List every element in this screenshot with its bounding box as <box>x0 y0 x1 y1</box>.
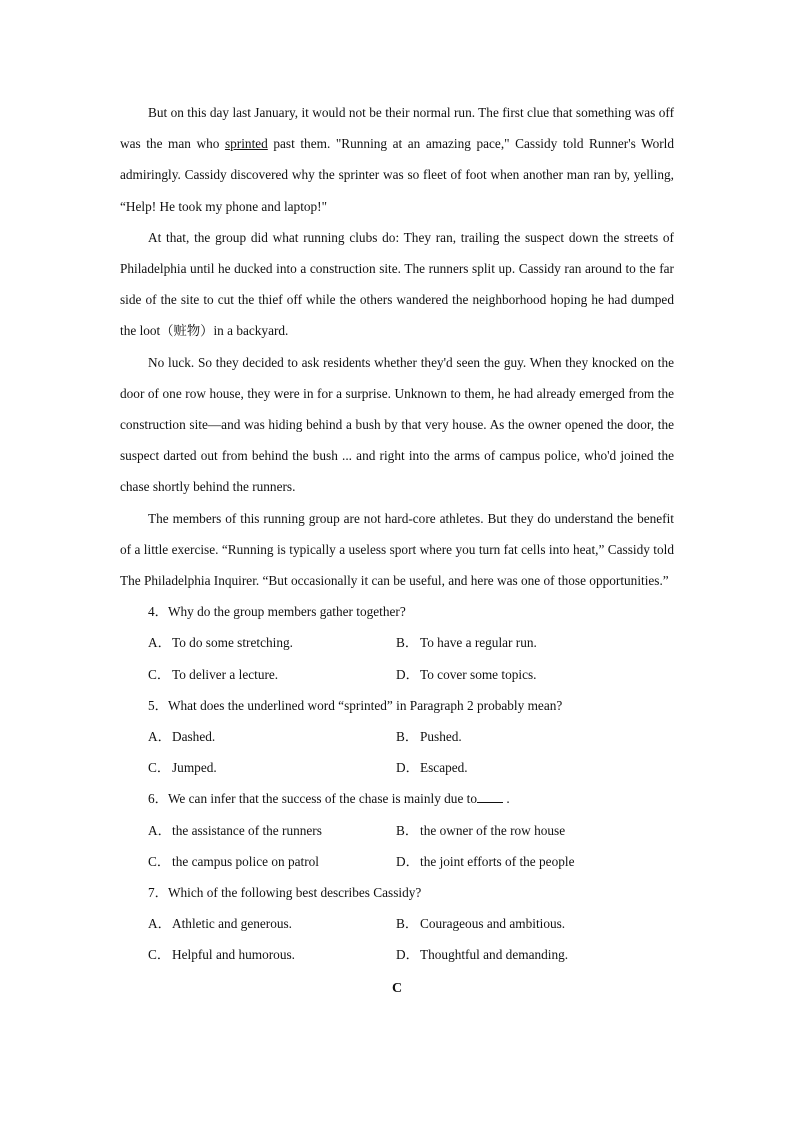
section-heading: C <box>391 980 403 996</box>
option-a[interactable] <box>148 908 396 939</box>
option-text: To do some stretching. <box>172 635 293 651</box>
option-text: Jumped. <box>172 760 217 776</box>
question-5-stem: 5．What does the underlined word “sprinted” in Paragraph 2 probably mean? <box>148 697 563 713</box>
question-5-options-row-2 <box>120 752 674 783</box>
option-text: the owner of the row house <box>420 822 566 838</box>
option-a[interactable] <box>148 721 396 752</box>
option-b[interactable] <box>396 721 644 752</box>
option-text: Athletic and generous. <box>172 916 293 932</box>
option-text: To deliver a lecture. <box>172 666 279 682</box>
option-text: Courageous and ambitious. <box>420 916 566 932</box>
question-7-stem: 7．Which of the following best describes Cassidy? <box>148 885 422 901</box>
question-text: 6．We can infer that the success of the chase is mainly due to <box>148 791 478 807</box>
option-text: To have a regular run. <box>420 635 537 651</box>
option-d[interactable] <box>396 939 644 970</box>
option-letter: C． <box>148 853 171 869</box>
option-text: To cover some topics. <box>420 666 537 682</box>
option-b[interactable] <box>396 908 644 939</box>
question-text: . <box>503 791 510 807</box>
option-letter: A． <box>148 822 171 838</box>
passage-paragraph-4: The members of this running group are not hard-core athletes. But they do understand the benefit of a little exercise. “Running is typically a useless sport where you turn fat cells into heat,” Cassidy told The Philadelphia Inquirer. “But occasionally it can be useful, and here was one of those opportunities.” <box>120 510 674 589</box>
question-4-stem: 4．Why do the group members gather together? <box>148 604 406 620</box>
option-c[interactable] <box>148 659 396 690</box>
question-7-options-row-2 <box>120 939 674 970</box>
question-6-options-row-2 <box>120 846 674 877</box>
option-c[interactable] <box>148 939 396 970</box>
option-letter: A． <box>148 729 171 745</box>
question-7-options-row-1 <box>120 908 674 939</box>
option-letter: D． <box>396 666 419 682</box>
option-a[interactable] <box>148 815 396 846</box>
option-letter: B． <box>396 916 419 932</box>
option-b[interactable] <box>396 627 644 658</box>
option-text: the campus police on patrol <box>172 853 319 869</box>
paragraph-text: past them. "Running at an amazing pace," Cassidy told Runner's World admiringly. Cassidy discovered why the sprinter was so fleet of foot when another man ran by, yelling, “Help! He took my phone and laptop!" <box>120 136 674 214</box>
document-page <box>120 97 674 1004</box>
option-text: Pushed. <box>420 729 462 745</box>
option-text: Dashed. <box>172 729 216 745</box>
answer-blank <box>477 790 503 803</box>
passage-paragraph-1 <box>120 97 674 222</box>
option-d[interactable] <box>396 846 644 877</box>
option-text: the joint efforts of the people <box>420 853 575 869</box>
option-letter: B． <box>396 729 419 745</box>
option-letter: C． <box>148 760 171 776</box>
passage-paragraph-2: At that, the group did what running clubs do: They ran, trailing the suspect down the streets of Philadelphia until he ducked into a construction site. The runners split up. Cassidy ran around to the far side of the site to cut the thief off while the others wandered the neighborhood hoping he had dumped the loot（赃物）in a backyard. <box>120 229 674 339</box>
option-d[interactable] <box>396 659 644 690</box>
option-letter: C． <box>148 947 171 963</box>
option-letter: D． <box>396 853 419 869</box>
option-letter: B． <box>396 635 419 651</box>
option-letter: D． <box>396 947 419 963</box>
question-4-options-row-2 <box>120 659 674 690</box>
option-text: Escaped. <box>420 760 468 776</box>
option-c[interactable] <box>148 846 396 877</box>
option-d[interactable] <box>396 752 644 783</box>
option-text: Thoughtful and demanding. <box>420 947 569 963</box>
option-letter: D． <box>396 760 419 776</box>
underlined-word: sprinted <box>224 136 268 152</box>
option-letter: B． <box>396 822 419 838</box>
option-c[interactable] <box>148 752 396 783</box>
question-6-options-row-1 <box>120 815 674 846</box>
option-b[interactable] <box>396 815 644 846</box>
option-letter: A． <box>148 635 171 651</box>
question-5-options-row-1 <box>120 721 674 752</box>
option-letter: C． <box>148 666 171 682</box>
option-text: Helpful and humorous. <box>172 947 295 963</box>
paragraph-text: But on this day last January, it would not be their normal run. The first clue that something was off was the man who <box>120 105 674 152</box>
option-a[interactable] <box>148 627 396 658</box>
option-text: the assistance of the runners <box>172 822 322 838</box>
question-4-options-row-1 <box>120 627 674 658</box>
passage-paragraph-3: No luck. So they decided to ask residents whether they'd seen the guy. When they knocked on the door of one row house, they were in for a surprise. Unknown to them, he had already emerged from the construction site—and was hiding behind a bush by that very house. As the owner opened the door, the suspect darted out from behind the bush ... and right into the arms of campus police, who'd joined the chase shortly behind the runners. <box>120 354 674 495</box>
option-letter: A． <box>148 916 171 932</box>
question-6-stem <box>120 783 674 814</box>
